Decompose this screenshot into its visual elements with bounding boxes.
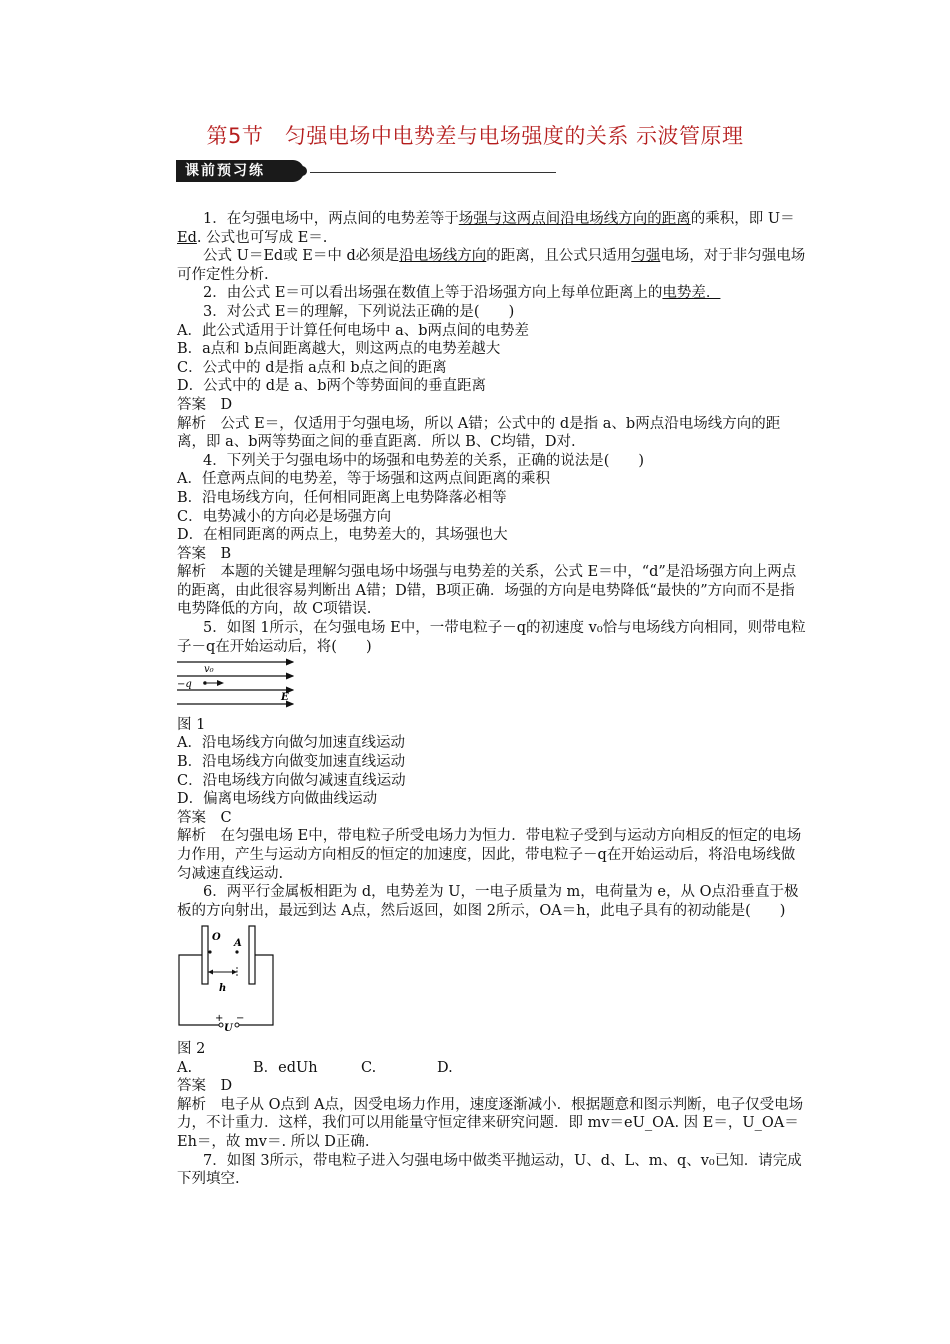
- banner-dot-icon: [297, 166, 307, 176]
- q5-answer: 答案 C: [177, 809, 232, 826]
- q4-option-d: D．在相同距离的两点上，电势差大的，其场强也大: [177, 527, 508, 544]
- q4-answer: 答案 B: [177, 545, 232, 562]
- section-banner: 课前预习练: [176, 160, 304, 182]
- left-plate: [202, 926, 208, 984]
- q6-analysis: 解析 电子从 O点到 A点，因受电场力作用，速度逐渐减小．根据题意和图示判断，电子仅受电场力，不计重力．这样，我们可以用能量守恒定律来研究问题．即 mv＝eU_OA. 因 E＝，U_OA＝Eh＝，故 mv＝. 所以 D正确.: [177, 1096, 804, 1150]
- q6-option-c: C.: [361, 1059, 377, 1076]
- q6-option-b: B．edUh: [253, 1059, 318, 1076]
- capacitor-diagram: [177, 922, 287, 1034]
- q6-option-d: D.: [437, 1059, 453, 1076]
- q5-stem: 5．如图 1所示，在匀强电场 E中，一带电粒子－q的初速度 v₀恰与电场线方向相同，则带电粒子－q在开始运动后，将( ): [177, 620, 806, 655]
- wire-left: [179, 955, 219, 1025]
- q4-option-a: A．任意两点间的电势差，等于场强和这两点间距离的乘积: [177, 471, 550, 488]
- q1-note: 公式 U＝Ed或 E＝中 d必须是沿电场线方向的距离，且公式只适用匀强电场，对于非匀强电场可作定性分析.: [177, 248, 806, 283]
- field-label: E: [281, 692, 289, 704]
- q4-stem: 4．下列关于匀强电场中的场强和电势差的关系，正确的说法是( ): [203, 452, 645, 469]
- q6-answer: 答案 D: [177, 1078, 233, 1095]
- point-a-label: A: [234, 938, 242, 950]
- q4-option-c: C．电势减小的方向必是场强方向: [177, 508, 392, 525]
- particle-dot: [203, 681, 207, 685]
- point-o-label: O: [212, 932, 221, 944]
- page-title: 第5节 匀强电场中电势差与电场强度的关系 示波管原理: [206, 124, 744, 148]
- q5-analysis: 解析 在匀强电场 E中，带电粒子所受电场力为恒力．带电粒子受到与运动方向相反的恒定的电场力作用，产生与运动方向相反的恒定的加速度，因此，带电粒子－q在开始运动后，将沿电场线做匀减速直线运动.: [177, 828, 802, 882]
- figure-1-caption: 图 1: [177, 716, 206, 733]
- minus-label: −: [236, 1013, 245, 1025]
- q5-option-b: B．沿电场线方向做变加速直线运动: [177, 754, 406, 771]
- right-plate: [249, 926, 255, 984]
- v0-label: v₀: [204, 664, 214, 676]
- q3-option-b: B．a点和 b点间距离越大，则这两点的电势差越大: [177, 341, 501, 358]
- q2-text: 2．由公式 E＝可以看出场强在数值上等于沿场强方向上每单位距离上的电势差．: [203, 285, 721, 302]
- document-body: [177, 210, 807, 1189]
- voltage-label: U: [224, 1023, 233, 1035]
- q3-option-c: C．公式中的 d是指 a点和 b点之间的距离: [177, 359, 447, 376]
- q4-analysis: 解析 本题的关键是理解匀强电场中场强与电势差的关系，公式 E＝中，“d”是沿场强方向上两点的距离，由此很容易判断出 A错；D错，B项正确．场强的方向是电势降低“最快的”方向而不是指电势降低的方向，故 C项错误.: [177, 564, 797, 618]
- q3-option-d: D．公式中的 d是 a、b两个等势面间的垂直距离: [177, 378, 487, 395]
- q5-option-a: A．沿电场线方向做匀加速直线运动: [177, 735, 405, 752]
- q3-option-a: A．此公式适用于计算任何电场中 a、b两点间的电势差: [177, 322, 530, 339]
- q3-stem: 3．对公式 E＝的理解，下列说法正确的是( ): [203, 303, 515, 320]
- figure-1: [177, 658, 807, 716]
- q6-options: [177, 1059, 807, 1078]
- figure-2-caption: 图 2: [177, 1040, 206, 1057]
- q4-option-b: B．沿电场线方向，任何相同距离上电势降落必相等: [177, 489, 507, 506]
- q3-answer: 答案 D: [177, 396, 233, 413]
- point-o: [208, 951, 211, 954]
- point-a: [235, 951, 238, 954]
- q1-text: 1．在匀强电场中，两点间的电势差等于场强与这两点间沿电场线方向的距离的乘积，即 U＝Ed. 公式也可写成 E＝.: [177, 211, 795, 246]
- h-label: h: [219, 983, 227, 995]
- banner-divider: [310, 172, 556, 173]
- figure-2: [177, 922, 807, 1040]
- plus-label: +: [215, 1013, 224, 1025]
- q7-stem: 7．如图 3所示，带电粒子进入匀强电场中做类平抛运动，U、d、L、m、q、v₀已知．请完成下列填空.: [177, 1152, 802, 1188]
- field-lines-diagram: [177, 658, 307, 710]
- q3-analysis: 解析 公式 E＝，仅适用于匀强电场，所以 A错；公式中的 d是指 a、b两点沿电场线方向的距离，即 a、b两等势面之间的垂直距离．所以 B、C均错，D对.: [177, 415, 781, 451]
- q6-option-a: A.: [177, 1059, 193, 1076]
- charge-label: −q: [177, 679, 192, 691]
- q6-stem: 6．两平行金属板相距为 d，电势差为 U，一电子质量为 m，电荷量为 e，从 O点沿垂直于极板的方向射出，最远到达 A点，然后返回，如图 2所示，OA＝h，此电子具有的初动能是( ): [177, 884, 799, 919]
- q5-option-c: C．沿电场线方向做匀减速直线运动: [177, 772, 406, 789]
- q5-option-d: D．偏离电场线方向做曲线运动: [177, 791, 378, 808]
